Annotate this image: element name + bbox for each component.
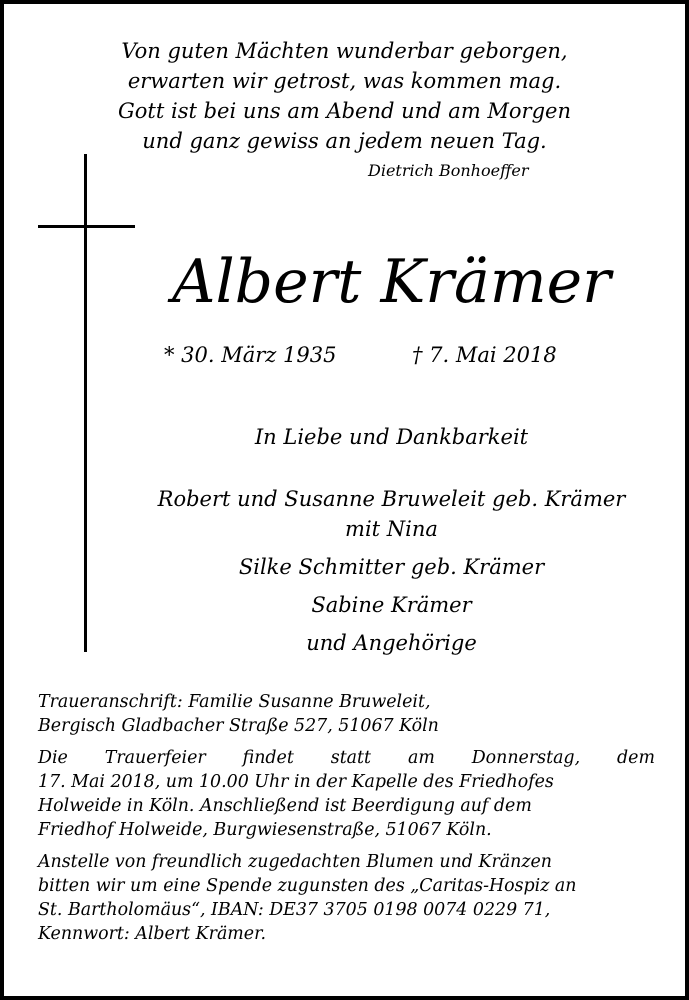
death-date: † 7. Mai 2018 bbox=[412, 343, 557, 367]
ceremony-word: Donnerstag, bbox=[471, 748, 581, 768]
deceased-name: Albert Krämer bbox=[172, 247, 611, 317]
ceremony-line: Friedhof Holweide, Burgwiesenstraße, 51067 Köln. bbox=[38, 820, 492, 840]
poem-line: erwarten wir getrost, was kommen mag. bbox=[127, 69, 562, 93]
donation-line: St. Bartholomäus“, IBAN: DE37 3705 0198 0074 0229 71, bbox=[38, 900, 551, 920]
donation-line: Kennwort: Albert Krämer. bbox=[38, 924, 267, 944]
cross-symbol-horizontal-bar bbox=[38, 225, 135, 228]
poem-author: Dietrich Bonhoeffer bbox=[368, 161, 529, 180]
address-line: Traueranschrift: Familie Susanne Bruweleit, bbox=[38, 692, 431, 712]
ceremony-line: 17. Mai 2018, um 10.00 Uhr in der Kapelle des Friedhofes bbox=[38, 772, 554, 792]
poem-line: und ganz gewiss an jedem neuen Tag. bbox=[142, 129, 547, 153]
ceremony-word: dem bbox=[617, 748, 655, 768]
donation-line: bitten wir um eine Spende zugunsten des „Caritas-Hospiz an bbox=[38, 876, 577, 896]
mourners-block bbox=[98, 422, 685, 658]
mourner-line: Robert und Susanne Bruweleit geb. Krämer bbox=[157, 487, 626, 511]
donation-info bbox=[38, 850, 655, 946]
cross-symbol-vertical-bar bbox=[84, 154, 87, 652]
poem bbox=[4, 36, 685, 156]
mourner-line: Sabine Krämer bbox=[311, 593, 472, 617]
mourner-line: mit Nina bbox=[345, 517, 438, 541]
ceremony-line bbox=[38, 746, 655, 770]
ceremony-line: Holweide in Köln. Anschließend ist Beerdigung auf dem bbox=[38, 796, 532, 816]
mourner-line: und Angehörige bbox=[306, 631, 477, 655]
ceremony-word: findet bbox=[242, 748, 294, 768]
ceremony-word: Die bbox=[38, 748, 68, 768]
mourners-intro: In Liebe und Dankbarkeit bbox=[254, 425, 529, 449]
mourning-address bbox=[38, 690, 655, 738]
address-line: Bergisch Gladbacher Straße 527, 51067 Köln bbox=[38, 716, 439, 736]
ceremony-word: am bbox=[407, 748, 435, 768]
mourner-line: Silke Schmitter geb. Krämer bbox=[238, 555, 545, 579]
ceremony-word: statt bbox=[330, 748, 372, 768]
donation-line: Anstelle von freundlich zugedachten Blumen und Kränzen bbox=[38, 852, 552, 872]
poem-line: Gott ist bei uns am Abend und am Morgen bbox=[118, 99, 571, 123]
ceremony-word: Trauerfeier bbox=[104, 748, 206, 768]
ceremony-info bbox=[38, 746, 655, 842]
info-section bbox=[38, 690, 655, 954]
poem-line: Von guten Mächten wunderbar geborgen, bbox=[121, 39, 568, 63]
birth-date: * 30. März 1935 bbox=[164, 343, 337, 367]
